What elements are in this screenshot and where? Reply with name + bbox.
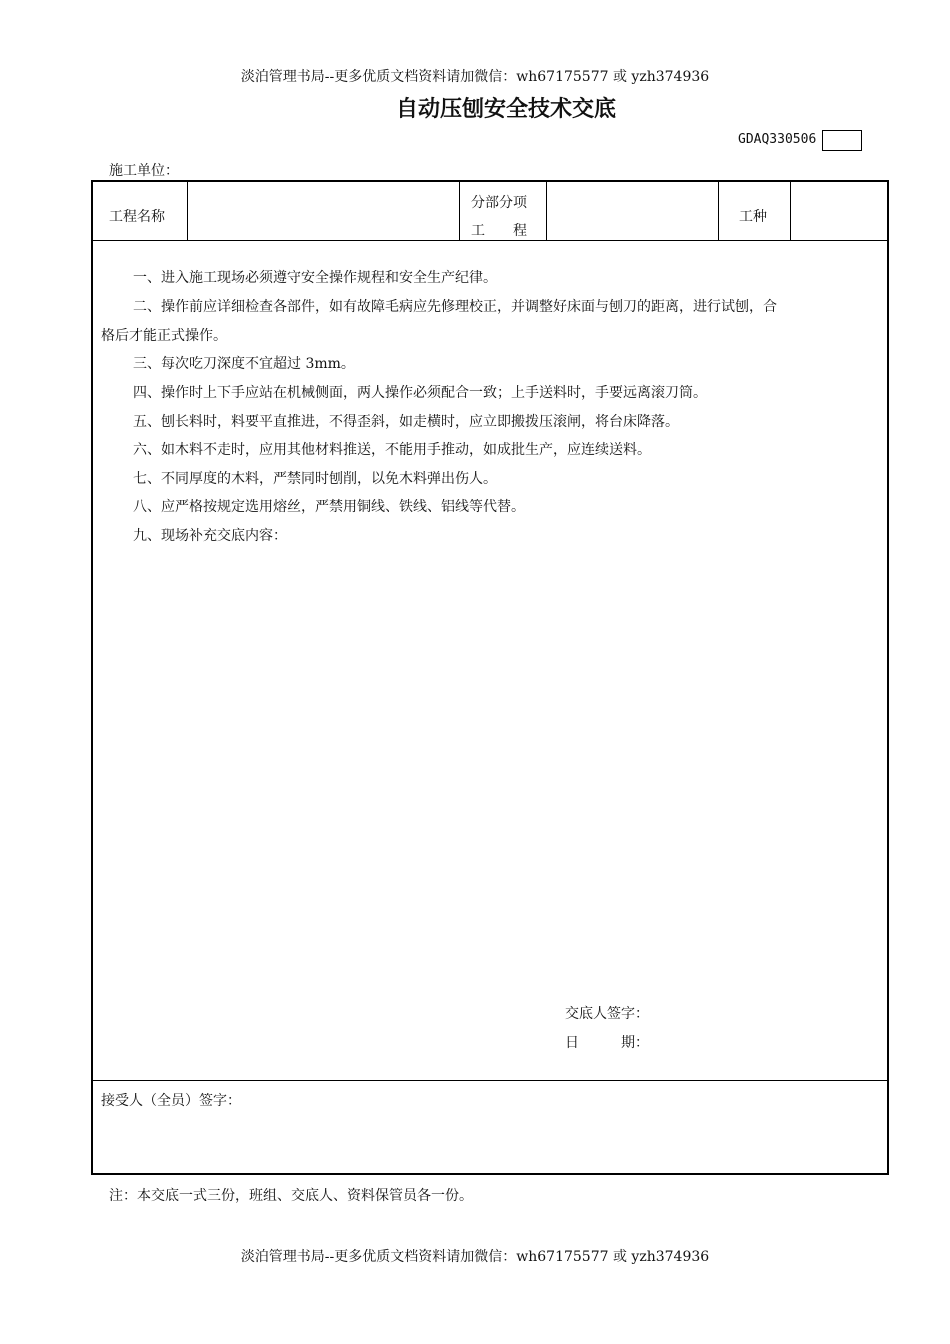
construction-unit-label: 施工单位： bbox=[109, 163, 179, 179]
list-item: 七、不同厚度的木料，严禁同时刨削，以免木料弹出伤人。 bbox=[133, 471, 497, 487]
receiver-signature-label: 接受人（全员）签字： bbox=[101, 1093, 241, 1109]
list-item: 八、应严格按规定选用熔丝，严禁用铜线、铁线、铝线等代替。 bbox=[133, 499, 525, 515]
sub-project-label-line2: 工 程 bbox=[471, 223, 527, 239]
list-item: 三、每次吃刀深度不宜超过 3mm。 bbox=[133, 356, 355, 372]
divider bbox=[93, 1080, 887, 1081]
divider bbox=[790, 182, 791, 240]
list-item: 四、操作时上下手应站在机械侧面，两人操作必须配合一致；上手送料时，手要远离滚刀筒。 bbox=[133, 385, 707, 401]
project-name-label: 工程名称 bbox=[109, 209, 165, 225]
divider bbox=[187, 182, 188, 240]
work-type-field[interactable] bbox=[801, 188, 881, 234]
page-title: 自动压刨安全技术交底 bbox=[395, 97, 616, 122]
footnote: 注：本交底一式三份，班组、交底人、资料保管员各一份。 bbox=[109, 1188, 473, 1204]
project-name-field[interactable] bbox=[203, 188, 448, 234]
discloser-signature-label: 交底人签字： bbox=[565, 1006, 649, 1022]
disclosure-form bbox=[91, 180, 889, 1175]
sub-project-field[interactable] bbox=[558, 188, 708, 234]
divider bbox=[93, 240, 887, 241]
list-item: 九、现场补充交底内容： bbox=[133, 528, 287, 544]
list-item: 格后才能正式操作。 bbox=[101, 328, 227, 344]
sub-project-label: 分部分项 bbox=[471, 195, 527, 211]
header-note: 淡泊管理书局--更多优质文档资料请加微信：wh67175577 或 yzh374936 bbox=[240, 69, 710, 85]
list-item: 二、操作前应详细检查各部件，如有故障毛病应先修理校正，并调整好床面与刨刀的距离，进行试刨，合 bbox=[133, 299, 777, 315]
divider bbox=[459, 182, 460, 240]
doc-code-box[interactable] bbox=[822, 130, 862, 151]
doc-code: GDAQ330506 bbox=[738, 132, 817, 147]
list-item: 五、刨长料时，料要平直推进，不得歪斜，如走横时，应立即搬拨压滚闸，将台床降落。 bbox=[133, 414, 679, 430]
date-label: 日 期： bbox=[565, 1035, 649, 1051]
work-type-label: 工种 bbox=[739, 209, 767, 225]
divider bbox=[546, 182, 547, 240]
divider bbox=[718, 182, 719, 240]
list-item: 一、进入施工现场必须遵守安全操作规程和安全生产纪律。 bbox=[133, 270, 497, 286]
footer-note: 淡泊管理书局--更多优质文档资料请加微信：wh67175577 或 yzh374936 bbox=[240, 1249, 710, 1265]
list-item: 六、如木料不走时，应用其他材料推送，不能用手推动，如成批生产，应连续送料。 bbox=[133, 442, 651, 458]
